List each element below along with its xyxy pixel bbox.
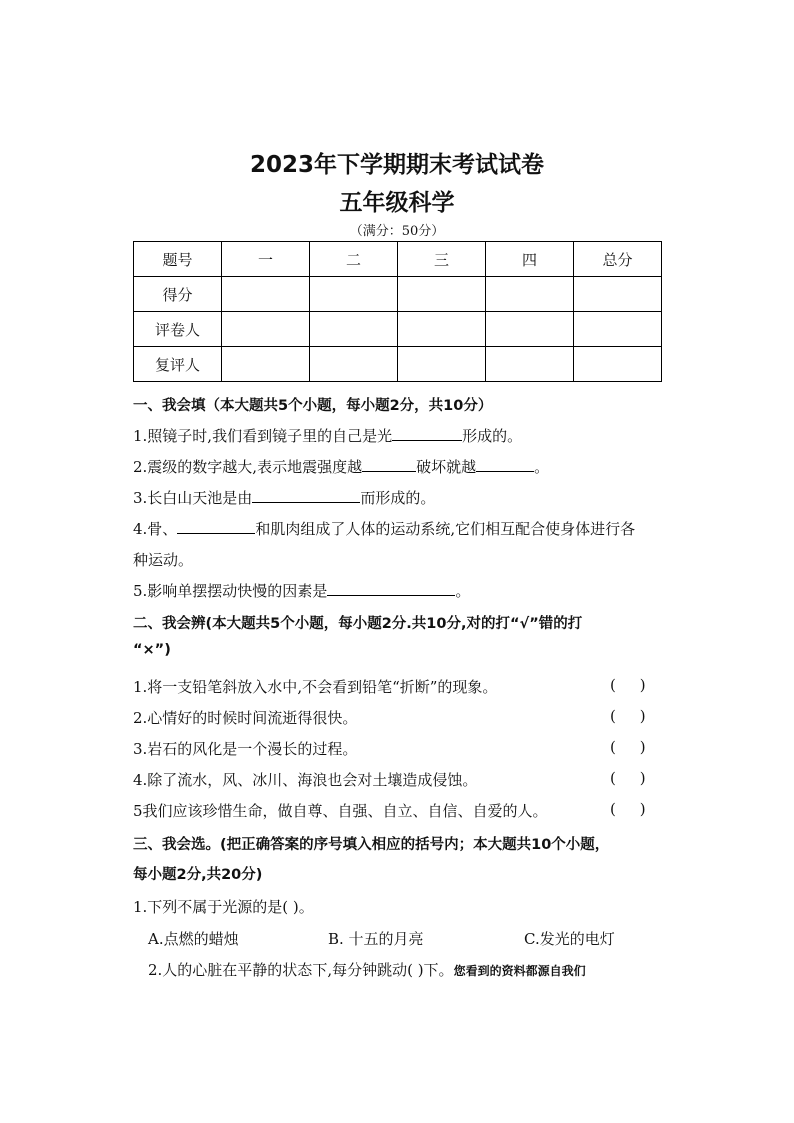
answer-paren[interactable]: ( ) — [610, 738, 646, 756]
q-text: 。 — [455, 582, 471, 600]
fill-question-4 — [133, 518, 635, 539]
score-cell — [486, 347, 574, 382]
fill-question-1 — [133, 425, 522, 446]
score-table — [133, 241, 662, 382]
score-cell — [486, 312, 574, 347]
answer-paren[interactable]: ( ) — [610, 707, 646, 725]
score-cell — [222, 277, 310, 312]
score-table-header-cell: 一 — [222, 242, 310, 277]
q-text: 而形成的。 — [360, 489, 436, 507]
score-cell — [310, 312, 398, 347]
q-text: 形成的。 — [462, 427, 523, 445]
score-row-label: 复评人 — [134, 347, 222, 382]
answer-paren[interactable]: ( ) — [610, 676, 646, 694]
score-cell — [486, 277, 574, 312]
judge-item-4: 4.除了流水，风、冰川、海浪也会对土壤造成侵蚀。 — [133, 771, 478, 789]
source-tail-text: 您看到的资料都源自我们 — [453, 964, 586, 978]
fill-question-5 — [133, 580, 470, 601]
section3-heading: 三、我会选。(把正确答案的序号填入相应的括号内；本大题共10个小题， — [133, 837, 610, 853]
judge-item-5: 5我们应该珍惜生命，做自尊、自强、自立、自信、自爱的人。 — [133, 802, 548, 820]
score-cell — [310, 347, 398, 382]
q-text: 和肌肉组成了人体的运动系统,它们相互配合使身体进行各 — [255, 520, 636, 538]
q-text: 2.震级的数字越大,表示地震强度越 — [133, 458, 363, 476]
answer-blank[interactable] — [327, 581, 455, 596]
score-cell — [222, 312, 310, 347]
answer-blank[interactable] — [476, 457, 534, 472]
section2-heading-cont: “×”) — [133, 642, 171, 658]
judge-item-3: 3.岩石的风化是一个漫长的过程。 — [133, 740, 358, 758]
score-table-header-cell: 二 — [310, 242, 398, 277]
score-cell — [574, 347, 662, 382]
score-cell — [574, 277, 662, 312]
fill-question-4-cont: 种运动。 — [133, 551, 194, 569]
choice-question-1: 1.下列不属于光源的是( )。 — [133, 898, 314, 916]
score-cell — [310, 277, 398, 312]
answer-blank[interactable] — [177, 519, 255, 534]
score-row-label: 评卷人 — [134, 312, 222, 347]
fill-question-2 — [133, 456, 549, 477]
judge-item-2: 2.心情好的时候时间流逝得很快。 — [133, 709, 358, 727]
choice-option-a[interactable]: A.点燃的蜡烛 — [148, 930, 239, 948]
score-cell — [398, 277, 486, 312]
answer-paren[interactable]: ( ) — [610, 769, 646, 787]
answer-paren[interactable]: ( ) — [610, 800, 646, 818]
choice-option-b[interactable]: B. 十五的月亮 — [328, 930, 424, 948]
fill-question-3 — [133, 487, 435, 508]
q-text: 2.人的心脏在平静的状态下,每分钟跳动( )下。 — [148, 961, 454, 979]
q-text: 5.影响单摆摆动快慢的因素是 — [133, 582, 328, 600]
q-text: 4.骨、 — [133, 520, 178, 538]
score-table-row — [134, 347, 662, 382]
section3-heading-cont: 每小题2分,共20分) — [133, 867, 263, 883]
choice-question-2 — [148, 959, 586, 980]
judge-item-1: 1.将一支铅笔斜放入水中,不会看到铅笔“折断”的现象。 — [133, 678, 498, 696]
q-text: 1.照镜子时,我们看到镜子里的自己是光 — [133, 427, 393, 445]
score-table-header-row — [134, 242, 662, 277]
score-table-row — [134, 312, 662, 347]
section2-heading: 二、我会辨(本大题共5个小题，每小题2分.共10分,对的打“√”错的打 — [133, 616, 583, 632]
q-text: 破坏就越 — [416, 458, 477, 476]
exam-title: 2023年下学期期末考试试卷 — [249, 152, 544, 178]
section1-heading: 一、我会填（本大题共5个小题，每小题2分，共10分） — [133, 398, 493, 414]
score-table-header-cell: 四 — [486, 242, 574, 277]
answer-blank[interactable] — [392, 426, 462, 441]
answer-blank[interactable] — [362, 457, 416, 472]
answer-blank[interactable] — [252, 488, 360, 503]
choice-option-c[interactable]: C.发光的电灯 — [524, 930, 615, 948]
score-cell — [222, 347, 310, 382]
exam-subtitle: 五年级科学 — [339, 190, 455, 216]
score-row-label: 得分 — [134, 277, 222, 312]
full-score-note: （满分：50分） — [349, 224, 445, 239]
score-cell — [398, 347, 486, 382]
q-text: 。 — [534, 458, 550, 476]
score-table-row — [134, 277, 662, 312]
q-text: 3.长白山天池是由 — [133, 489, 253, 507]
score-cell — [398, 312, 486, 347]
score-table-header-cell: 总分 — [574, 242, 662, 277]
score-table-header-cell: 题号 — [134, 242, 222, 277]
score-cell — [574, 312, 662, 347]
score-table-header-cell: 三 — [398, 242, 486, 277]
